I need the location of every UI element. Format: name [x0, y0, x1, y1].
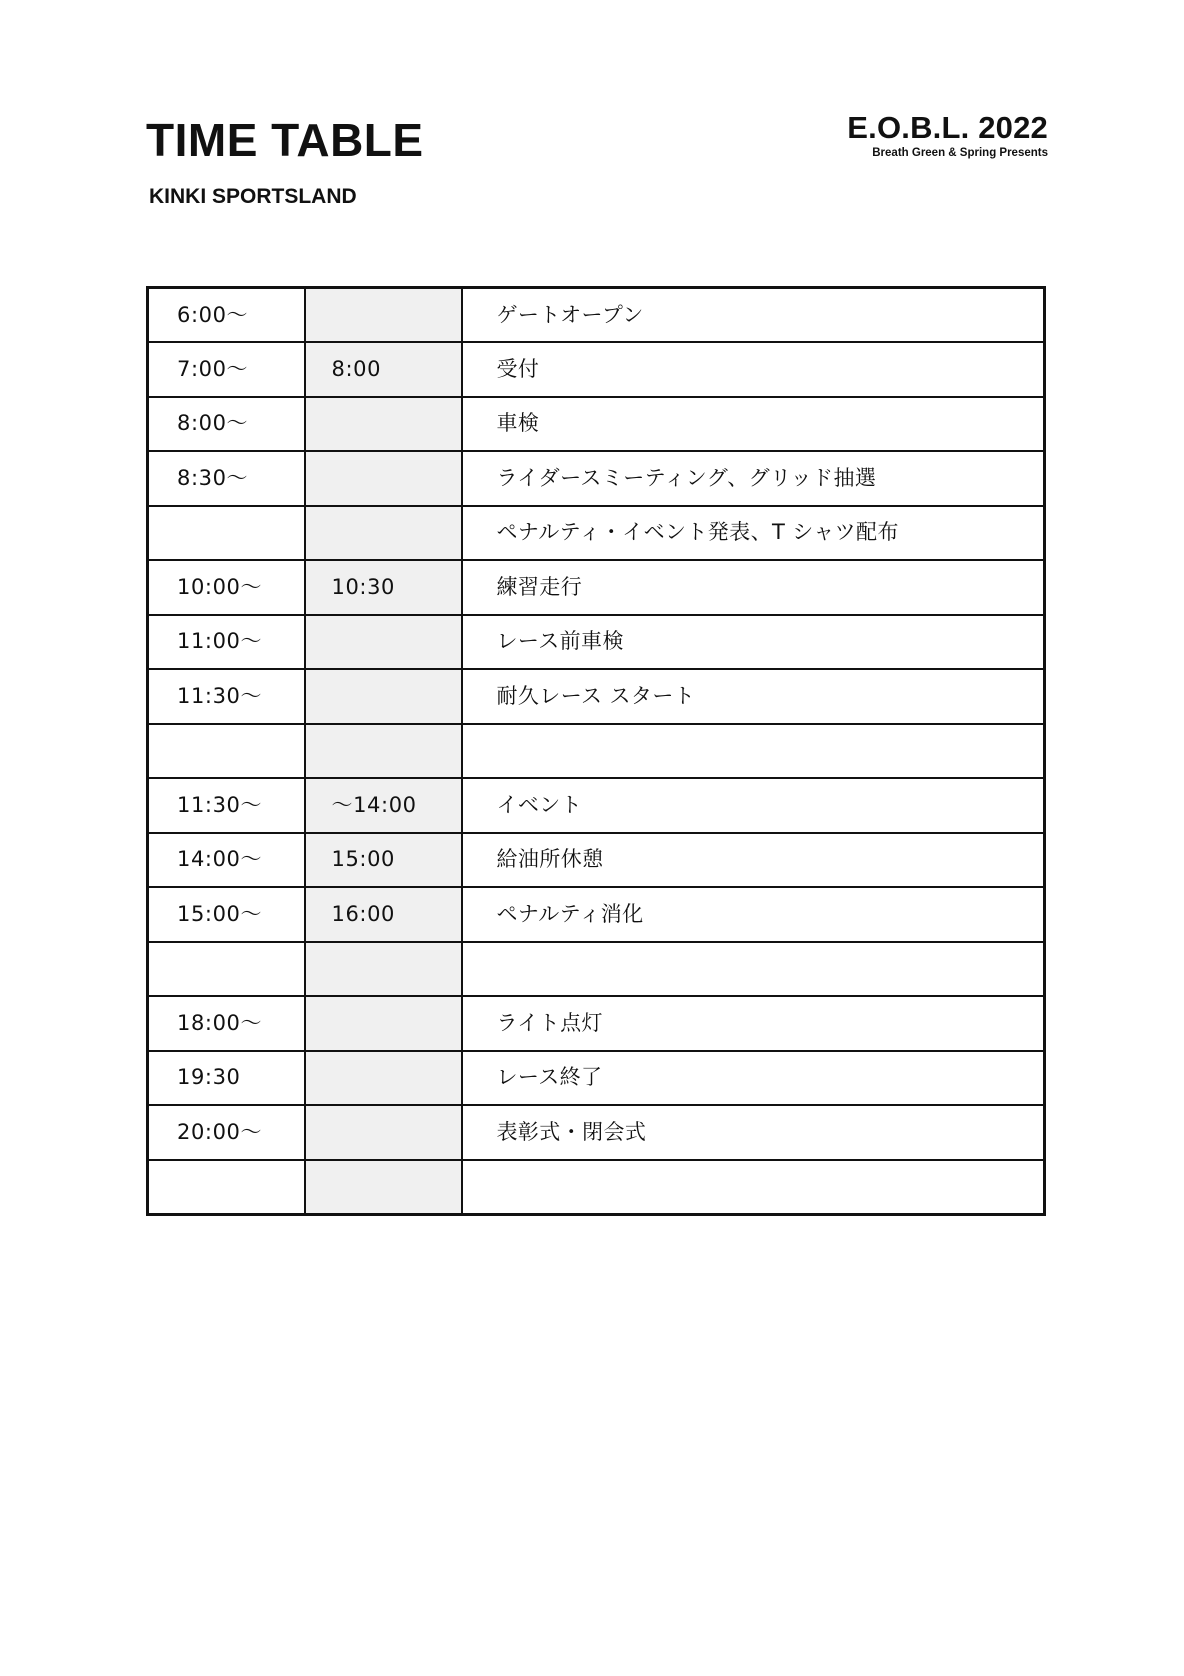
event-cell: ペナルティ消化: [462, 887, 1045, 942]
event-cell: 表彰式・閉会式: [462, 1105, 1045, 1160]
start-time-cell: 8:00～: [148, 397, 305, 452]
brand-tagline: Breath Green & Spring Presents: [872, 147, 1048, 159]
start-time-cell: 20:00～: [148, 1105, 305, 1160]
event-cell: [462, 1160, 1045, 1215]
table-row: [148, 288, 1045, 343]
start-time-cell: 18:00～: [148, 996, 305, 1051]
event-cell: 耐久レース スタート: [462, 669, 1045, 724]
event-cell: イベント: [462, 778, 1045, 833]
event-cell: [462, 942, 1045, 997]
table-row: [148, 996, 1045, 1051]
table-row: [148, 724, 1045, 779]
end-time-cell: [305, 506, 462, 561]
table-row: [148, 669, 1045, 724]
start-time-cell: 11:30～: [148, 778, 305, 833]
table-row: [148, 560, 1045, 615]
end-time-cell: [305, 1160, 462, 1215]
end-time-cell: [305, 397, 462, 452]
event-cell: ゲートオープン: [462, 288, 1045, 343]
start-time-cell: 14:00～: [148, 833, 305, 888]
event-cell: 給油所休憩: [462, 833, 1045, 888]
brand-name: E.O.B.L. 2022: [847, 110, 1048, 145]
table-row: [148, 887, 1045, 942]
event-cell: ペナルティ・イベント発表、T シャツ配布: [462, 506, 1045, 561]
table-row: [148, 942, 1045, 997]
end-time-cell: 16:00: [305, 887, 462, 942]
table-row: [148, 397, 1045, 452]
end-time-cell: [305, 942, 462, 997]
table-row: [148, 833, 1045, 888]
start-time-cell: 11:30～: [148, 669, 305, 724]
table-row: [148, 451, 1045, 506]
event-cell: 練習走行: [462, 560, 1045, 615]
end-time-cell: [305, 451, 462, 506]
end-time-cell: [305, 996, 462, 1051]
end-time-cell: ～14:00: [305, 778, 462, 833]
time-table-body: [148, 288, 1045, 1215]
end-time-cell: [305, 724, 462, 779]
table-row: [148, 506, 1045, 561]
start-time-cell: 6:00～: [148, 288, 305, 343]
start-time-cell: 10:00～: [148, 560, 305, 615]
start-time-cell: 7:00～: [148, 342, 305, 397]
end-time-cell: [305, 288, 462, 343]
event-cell: ライト点灯: [462, 996, 1045, 1051]
event-cell: レース終了: [462, 1051, 1045, 1106]
table-row: [148, 1160, 1045, 1215]
end-time-cell: [305, 1105, 462, 1160]
event-cell: レース前車検: [462, 615, 1045, 670]
event-cell: 受付: [462, 342, 1045, 397]
event-cell: 車検: [462, 397, 1045, 452]
page-title: TIME TABLE: [146, 114, 424, 166]
event-brand: [847, 110, 1048, 160]
start-time-cell: [148, 724, 305, 779]
table-row: [148, 615, 1045, 670]
start-time-cell: 8:30～: [148, 451, 305, 506]
start-time-cell: 11:00～: [148, 615, 305, 670]
time-table: [146, 286, 1046, 1216]
table-row: [148, 342, 1045, 397]
end-time-cell: 8:00: [305, 342, 462, 397]
start-time-cell: 15:00～: [148, 887, 305, 942]
end-time-cell: 15:00: [305, 833, 462, 888]
event-cell: ライダースミーティング、グリッド抽選: [462, 451, 1045, 506]
start-time-cell: [148, 942, 305, 997]
start-time-cell: [148, 506, 305, 561]
venue-name: KINKI SPORTSLAND: [149, 185, 357, 208]
end-time-cell: 10:30: [305, 560, 462, 615]
end-time-cell: [305, 615, 462, 670]
end-time-cell: [305, 1051, 462, 1106]
start-time-cell: [148, 1160, 305, 1215]
table-row: [148, 1051, 1045, 1106]
table-row: [148, 1105, 1045, 1160]
event-cell: [462, 724, 1045, 779]
table-row: [148, 778, 1045, 833]
end-time-cell: [305, 669, 462, 724]
start-time-cell: 19:30: [148, 1051, 305, 1106]
